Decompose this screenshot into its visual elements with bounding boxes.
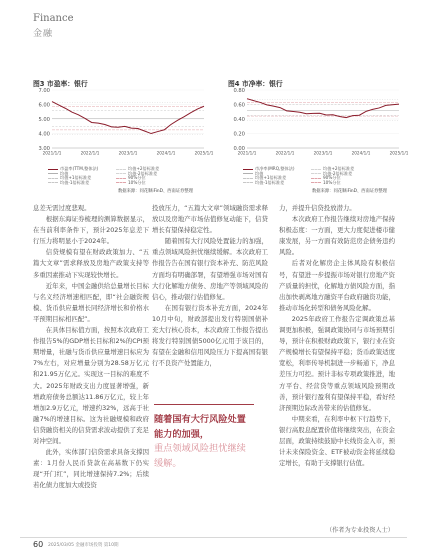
x-tick-label: 2025/1/1 xyxy=(194,150,214,156)
legend-label: 90%分位 xyxy=(323,175,341,181)
paragraph: 此外，实体部门信贷需求具备支撑因素：1月份人民币贷款在高基数下仍实现“开门红”，同比增速保持7.2%；后续若化债力度加大或投资 xyxy=(33,448,149,490)
paragraph: 中期来看，在利率中枢下行趋势下，银行高股息配置价值将继续突出，在资金层面，政策持续鼓励中长线资金入市，预计未来保险资金、ETF被动资金将延续稳定增长，有助于支撑银行估值。 xyxy=(279,414,395,468)
paragraph: 本次政府工作报告继续对房地产保持积极态度：一方面，更大力度促进楼市健康发展，另一方面有效防范房企债务违约风险。 xyxy=(279,215,395,257)
legend-label: 均值-2倍标准差 xyxy=(323,170,353,176)
paragraph: 息差无需过度悲观。 xyxy=(33,204,91,212)
legend-swatch xyxy=(116,169,126,170)
figure-4-source: 数据来源：同花顺iFinD、西南证券整理 xyxy=(312,189,388,194)
legend-swatch xyxy=(243,169,253,170)
legend-label: 均值-1倍标准差 xyxy=(255,179,285,185)
page-number: 60 xyxy=(33,540,44,549)
paragraph: 投放压力，“五篇大文章”领域融资需求释放以及房地产市场估值修复动能下，信贷增长有望保持稳定性。 xyxy=(152,204,268,235)
x-tick-label: 2024/1/1 xyxy=(156,150,176,156)
legend-label: 均值+1倍标准差 xyxy=(255,175,287,181)
body-column-1 xyxy=(33,203,149,491)
legend-label: 均值-2倍标准差 xyxy=(128,170,158,176)
x-tick-label: 2021/1/1 xyxy=(237,150,257,156)
y-tick-label: 3.00 xyxy=(38,145,50,152)
legend-swatch xyxy=(311,169,321,170)
y-tick-label: 0.60 xyxy=(233,102,245,109)
pull-quote-headline: 随着国有大行风险处置能力的加强， xyxy=(154,414,246,440)
legend-swatch xyxy=(243,173,253,174)
y-tick-label: 7.00 xyxy=(38,87,50,94)
x-tick-label: 2023/1/1 xyxy=(118,150,138,156)
section-header-cn: 金融 xyxy=(33,29,54,39)
legend-label: 市盈率(TTM,整体法) xyxy=(60,166,99,171)
legend-swatch xyxy=(116,182,126,183)
figure-4-chart xyxy=(225,86,409,164)
author-note: （作者为专业投资人士） xyxy=(325,527,394,534)
legend-swatch xyxy=(116,178,126,179)
legend-label: 均值+2倍标准差 xyxy=(323,166,355,171)
paragraph: 随着国有大行风险处置能力的加强，重点领域风险担忧继续缓解。本次政府工作报告告在国有银行资本补充、防范风险方面均有明确部署，有望增强市场对国有大行化解地方债务、房地产等领域风险的信心，推动银行估值修复。 xyxy=(152,237,268,301)
pull-quote xyxy=(154,404,254,471)
legend-label: 均值+1倍标准差 xyxy=(60,175,92,181)
legend-item xyxy=(48,180,89,186)
legend-swatch xyxy=(48,169,58,170)
paragraph: 近年来，中国金融供给总量增长目标与名义经济增速相匹配，即“社会融资规模、货币供应量增长同经济增长和价格水平预期目标相匹配”。 xyxy=(33,281,149,323)
legend-swatch xyxy=(311,182,321,183)
legend-swatch xyxy=(311,178,321,179)
paragraph: 后者对化解房企主体风险有积极信号，有望进一步提振市场对银行房地产资产质量的担忧，化解地方债风险方面，指出加快剥离地方融资平台政府融资功能，推动市场化转型和债务风险化解。 xyxy=(279,259,395,312)
paragraph: 根据东海证券梳理的测算数据显示，在当前利率条件下，预计2025年息差下行压力将明显小于2024年。 xyxy=(33,215,149,246)
legend-swatch xyxy=(48,182,58,183)
x-tick-label: 2025/1/1 xyxy=(389,150,409,156)
figure-3-chart xyxy=(30,86,214,164)
x-tick-label: 2022/1/1 xyxy=(275,150,295,156)
y-tick-label: 0.00 xyxy=(233,145,245,152)
legend-label: 均值+2倍标准差 xyxy=(128,166,160,171)
y-tick-label: 0.20 xyxy=(233,131,245,138)
x-tick-label: 2023/1/1 xyxy=(313,150,333,156)
figure-4-legend xyxy=(243,166,393,186)
legend-label: 市净率(MRQ,整体法) xyxy=(255,166,295,171)
body-column-3 xyxy=(279,203,395,469)
legend-label: 10%分位 xyxy=(128,179,146,185)
x-tick-label: 2022/1/1 xyxy=(80,150,100,156)
legend-item xyxy=(116,180,146,186)
legend-label: 90%分位 xyxy=(128,175,146,181)
legend-swatch xyxy=(243,182,253,183)
legend-item xyxy=(243,180,284,186)
paragraph: 2025年政府工作报告定调政策总基调更加积极，强调政策协同与市场预期引导，预计在积极财政政策下，银行业在资产规模增长有望保持平稳；货币政策适度宽松，利率传导机制进一步畅通下，净息差压力可控。预计非标专项政策推进，地方平台、经营贷等重点领域风险预期改善，预计银行盈利有望保持平稳，看好经济预期边际改善带来的估值修复。 xyxy=(279,314,395,412)
legend-item xyxy=(311,180,341,186)
y-tick-label: 0.40 xyxy=(233,116,245,123)
paragraph: 信贷规模有望在财政政策加力、“五篇大文章”需求释放及房地产政策支持等多重因素推动下实现较快增长。 xyxy=(33,248,149,279)
legend-swatch xyxy=(48,178,58,179)
figure-3-title: 图3 市盈率：银行 xyxy=(33,80,88,88)
legend-label: 10%分位 xyxy=(323,179,341,185)
legend-label: 均值 xyxy=(60,170,69,176)
y-tick-label: 6.00 xyxy=(38,102,50,109)
figure-3-source: 数据来源：同花顺iFinD、西南证券整理 xyxy=(118,189,194,194)
paragraph: 在具体目标值方面，按照本次政府工作报告5%的GDP增长目标和2%的CPI预期增量，社融与货币供应量增速目标应为7%左右，对应增量分别为28.58万亿元和21.95万亿元。实现这一目标的难度不大。2025年财政支出力度显著增强，新增政府债务总额达11.86万亿元，较上年增加2.9万亿元，增速约32%，远高于社融7%的增速目标。这为社融规模和政府信贷融资相关的信贷需求波动提供了充足对冲空间。 xyxy=(33,326,149,445)
x-tick-label: 2024/1/1 xyxy=(351,150,371,156)
paragraph: 在国有银行资本补充方面，2024年10月中旬，财政部提出发行特别国债补充大行核心资本，本次政府工作报告提出将发行特别国债5000亿元用于该目的，有望在金融和信用风险压力下提高国有银行不良资产处置能力， xyxy=(152,303,268,368)
y-tick-label: 0.80 xyxy=(233,87,245,94)
figure-4-title: 图4 市净率：银行 xyxy=(228,80,283,88)
paragraph: 力，并提升信贷投放潜力。 xyxy=(279,204,356,212)
series-line xyxy=(247,99,399,118)
pull-quote-subline: 重点领域风险担忧继续缓解。 xyxy=(154,443,246,469)
y-tick-label: 4.00 xyxy=(38,131,50,138)
y-tick-label: 5.00 xyxy=(38,116,50,123)
figure-3-legend xyxy=(48,166,198,186)
series-line xyxy=(52,102,204,134)
legend-swatch xyxy=(311,173,321,174)
legend-swatch xyxy=(48,173,58,174)
legend-label: 均值-1倍标准差 xyxy=(60,179,90,185)
body-column-2 xyxy=(152,203,268,369)
legend-swatch xyxy=(243,178,253,179)
section-header-en: Finance xyxy=(33,13,74,24)
footer-divider xyxy=(20,537,407,538)
x-tick-label: 2021/1/1 xyxy=(42,150,62,156)
legend-label: 均值 xyxy=(255,170,264,176)
footer-info: 2025/03/05 金融市场投资 第10期 xyxy=(48,543,119,548)
legend-swatch xyxy=(116,173,126,174)
